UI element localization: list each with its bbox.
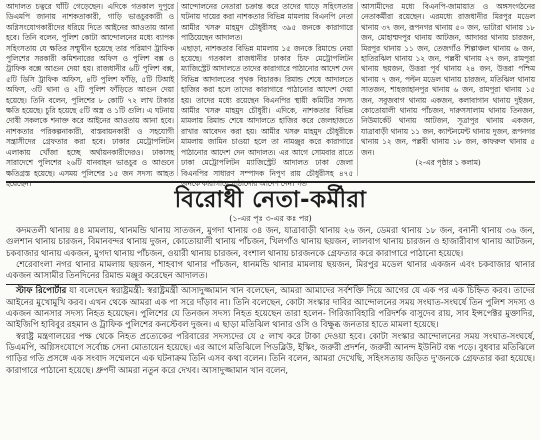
story-paragraph-text: যা বলেছেন স্বরাষ্ট্রমন্ত্রী: স্বরাষ্ট্রমন্ত্রী আসাদুজ্জামান খান বলেছেন, আমরা আমাদের সর্বশক্তি দিয়ে আগের যে এক পর এক চিহ্নিত করব। তাদের আইনের মুখোমুখি করব। এখন থেকে আমরা এক পা সরে দাঁড়াব না। তিনি বলেছেন, কোটা সংস্কার দাবির আন্দোলনের সময় সংঘাত-সংঘর্ষে তিন পুলিশ সদস্য ও একজন আনসার সদস্য নিহত হয়েছেন। পুলিশের যে তিনজন সদস্য নিহত হয়েছেন তারা হলেন- গিরিজাবিহারি পরিদর্শক বাসুদেব রায়, সাব ইন্সপেক্টর মুক্তাদির, আইজিপি হাবিবুর রহমান ও ট্রাফিক পুলিশের কনস্টেবল দুজন। এ ছাড়া মতিঝিল থানার ওসি ও বিক্ষুব্ধ জনতার হাতে মামলা হয়েছে। [6, 286, 535, 331]
dateline: স্টাফ রিপোর্টার [16, 286, 67, 297]
continued-story [6, 181, 535, 440]
story-paragraph: স্বরাষ্ট্র মন্ত্রণালয়ের পক্ষ থেকে নিহত প্রত্যেকের পরিবারের সদস্যদের যে ৫ লাখ করে টাকা দেওয়া হবে। কোটা সংস্কার আন্দোলনের সময় সংঘাত-সংঘর্ষে, ডিএমপি, অগ্নিসংযোগে সর্বোচ্চ সেনা মোতায়েন হয়েছে। এর আগে মতিঝিলে পিডব্লিউ, ইস্কিং, জরুরী প্রদর্শন, জরুরী আনন্দ ইউনিট বন্ধ পড়ে। বুধবার মতিঝিলে গাড়ির গতি প্রসঙ্গে এক সংবাদ সম্মেলনে এক ঘটনাক্রম তিনি এসব কথা বলেন। তিনি বলেন, আমরা দেখেছি, সহিংসতায় জড়িত দু'জনকে গ্রেফতার করা হয়েছে। কারাগারে পাঠানো হয়েছে। ধ্রুপদী আমরা নতুন করে দেখব। আসাদুজ্জামান খান বলেন, [6, 331, 535, 376]
story-paragraph [6, 286, 535, 331]
column-paragraph: আদালত চত্বরে ঘাঁটি গেড়েছেন। এদিকে গতকাল দুপুরে ডিএমপি জানায় নাশকতাকারী, গাড়ি ভাঙচুরকারী ও অগ্নিসংযোগকারীদের ধরিয়ে দিতে আইনের আওতায় আনা হবে। তিনি বলেন, পুলিশ কোটা আন্দোলনের মধ্যে ব্যাপক সহিংসতায় যে ক্ষতির সম্মুখীন হয়েছে তার পরিমাণ ট্রাফিক পুলিশের সরকারী কমিশনারের অফিস ও পুলিশ বক্স ও ট্রাফিক বক্সে আগুন দেয়া হয়। রাজধানীর ৬টি পুলিশ বক্স, ৫টি ডিসি ট্রাফিক অফিস, ৪টি পুলিশ ফাঁড়ি, ৫টি টিআই অফিস, ৩টি থানা ও ২টি পুলিশ ফাঁড়িতে আগুন দেয়া হয়েছে। তিনি বলেন, পুলিশের ৮ কোটি ৭২ লাখ টাকার ক্ষতি হয়েছে। চুরি হয়েছে ৫টি অস্ত্র ও ১টি গুলি। এ ঘটনায় দোষী সকলকে শনাক্ত করে আইনের আওতায় আনা হবে। নাশকতার পরিকল্পনাকারী, বাস্তবায়নকারী ও সহযোগী সন্ত্রাসীদের গ্রেফতার করা হবে। ঢাকার মেট্রোপলিটন এলাকায় খোঁজা হচ্ছে অর্থায়নকারীদেরও। ঢাকাসহ সারাদেশে পুলিশের ২৬টি যানবাহন ভাঙচুর ও আগুনে ক্ষতিগ্রস্ত হয়েছে। এসময় পুলিশের ১৫ জন সদস্য আহত হয়েছেন। [6, 2, 174, 188]
story-paragraph: শেরেবাংলা নগর থানার মামলায় ছয়জন, শাহবাগ থানার পাঁচজন, ধানমন্ডি থানার মামলায় ছয়জন, মিরপুর মডেল থানার একজন এবং চকবাজার থানার একজন আসামীর তিনদিনের রিমান্ড মঞ্জুর করেছেন আদালত। [6, 259, 535, 282]
column-divider [177, 2, 178, 176]
story-body [6, 226, 535, 377]
article-column-1 [6, 2, 174, 188]
column-paragraph: এছাড়া, নাশকতার বিভিন্ন মামলায় ১৫ জনকে রিমান্ডে নেয়া হয়েছে। গতকাল রাজধানীর ঢাকার চিফ মেট্রোপলিটন ম্যাজিস্ট্রেট আদালতে তাদের কারাগারে পাঠানোর আদেশ দেন বিভিন্ন আদালতের পৃথক বিচারক। রিমান্ড শেষে আদালতে হাজির করা হলে তাদের কারাগারে পাঠানোর আদেশ দেয়া হয়। তাদের মধ্যে রয়েছেন বিএনপির স্থায়ী কমিটির সদস্য আমীর খসরু মাহমুদ চৌধুরী। এদিকে, নাশকতার বিভিন্ন মামলায় রিমান্ড শেষে আদালতে হাজির করে জেলহাজতে রাখার আবেদন করা হয়। আমীর খসরু মাহমুদ চৌধুরীকে মামলায় জামিন চাওয়া হলে তা নামঞ্জুর করে কারাগারে পাঠানোর আদেশ দেন আদালত। এর আগে সোমবার রাতে ঢাকা মেট্রোপলিটন ম্যাজিস্ট্রেট আদালত ঢাকা জেলা বিএনপির সাধারণ সম্পাদক নিপুণ রায় চৌধুরীসহ ৪৭৫ জনকে কারাগারে পাঠানোর আদেশ দেন। গত [181, 43, 353, 188]
column-paragraph: আন্দোলনের নেতারা চক্রান্ত করে তাদের ঘাড়ে সহিংসতার ঘটনায় দায়ের করা নাশকতার বিভিন্ন মামলায় বিএনপি নেতা আমীর খসরু মাহমুদ চৌধুরীসহ ৩৯৫ জনকে কারাগারে পাঠিয়েছেন আদালত। [181, 2, 353, 43]
article-column-3 [361, 2, 535, 178]
article-column-2 [181, 2, 353, 188]
continuation-note: (২-এর পৃষ্ঠার ১ কলাম) [415, 158, 481, 168]
story-jump-note: (১-এর পৃঃ ৩-এর কঃ পর) [229, 214, 312, 223]
story-headline: বিরোধী নেতা-কর্মীরা [174, 187, 367, 213]
story-paragraph: কদমতলী থানায় ৪৪ মামলায়, থানমন্ডি থানায় সাতজন, মুগদা থানায় ৩৪ জন, যাত্রাবাড়ী থানায় ২৬ জন, ডেমরা থানায় ১৮ জন, বনানী থানায় ৩৬ জন, গুলশান থানায় চারজন, বিমানবন্দর থানায় দুজন, কোতোয়ালী থানায় পাঁচজন, খিলগাঁও থানায় ছয়জন, লালবাগ থানায় চারজন ও হাজারীবাগ থানায় আটজন, চকবাজার থানায় একজন, মুগদা থানায় পাঁচজন, ওয়ারী থানায় চারজন, বংশাল থানায় চারজনকে গ্রেফতার করে কারাগারে পাঠানো হয়েছে। [6, 226, 535, 259]
column-divider [357, 2, 358, 176]
column-paragraph: আসামীদের মধ্যে বিএনপি-জামায়াত ও অঙ্গসংগঠনের নেতাকর্মীরা রয়েছেন। এরমধ্যে রাজধানীর মিরপুর মডেল থানায় ৩৭ জন, রূপনগর থানায় ৫০ জন, ভাটারা থানায় ১৮ জন, মোহাম্মদপুর থানায় আটজন, আদাবর থানায় চারজন, মিরপুর থানায় ১১ জন, তেজগাঁও শিল্পাঞ্চল থানায় ৬ জন, হাতিরঝিল থানায় ১২ জন, পল্লবী থানায় ২৭ জন, রামপুরা থানায় ছয়জন, উত্তরা পূর্ব থানায় ২৪ জন, উত্তরা পশ্চিম থানায় ৭ জন, পল্টন মডেল থানায় চারজন, মতিঝিল থানায় সাতজন, শাহজাহানপুর থানায় ৬ জন, রামপুরা থানায় ১৫ জন, সবুজবাগ থানায় একজন, কলাবাগান থানায় দুইজন, কোতোয়ালী থানায় পাঁচজন, দারুসসালাম থানায় তিনজন, নিউমার্কেট থানায় আটজন, সূত্রাপুর থানায় একজন, যাত্রাবাড়ী থানায় ১১ জন, ক্যান্টনমেন্ট থানায় দুজন, রূপনগর থানায় ১২ জন, পল্লবী থানায় ১৮ জন, কাফরুল থানায় ৫ জন। [361, 2, 535, 157]
